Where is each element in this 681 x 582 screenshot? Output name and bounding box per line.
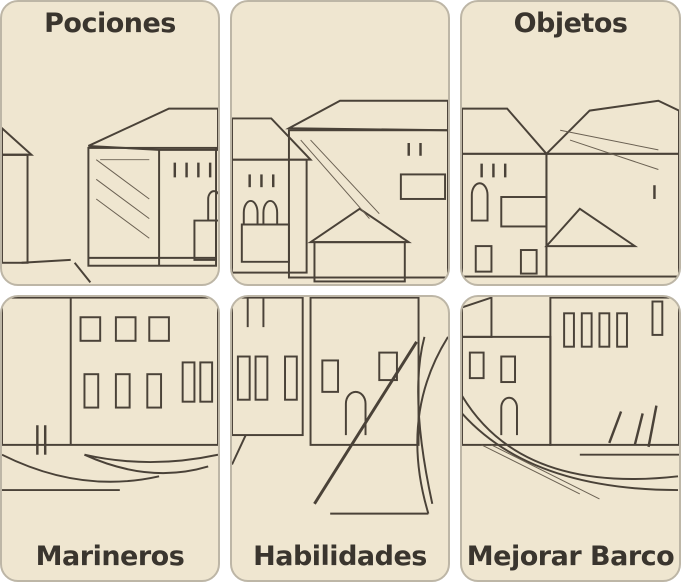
card-title: Mejorar Barco [466,541,675,572]
mejorar-barco-card[interactable] [460,295,681,582]
habilidades-card[interactable] [230,295,450,582]
venice-buildings-illustration [232,2,448,284]
blank-card[interactable] [230,0,450,286]
marineros-card[interactable] [0,295,220,582]
gondola-illustration [462,297,679,580]
objetos-card[interactable] [460,0,681,286]
card-title: Marineros [35,541,185,572]
card-title: Objetos [513,8,628,39]
card-title: Pociones [44,8,176,39]
card-title: Habilidades [253,541,427,572]
pociones-card[interactable] [0,0,220,286]
canal-boats-illustration [2,297,218,580]
venice-buildings-illustration [2,2,218,284]
gondolier-illustration [232,297,448,580]
venice-buildings-illustration [462,2,679,284]
